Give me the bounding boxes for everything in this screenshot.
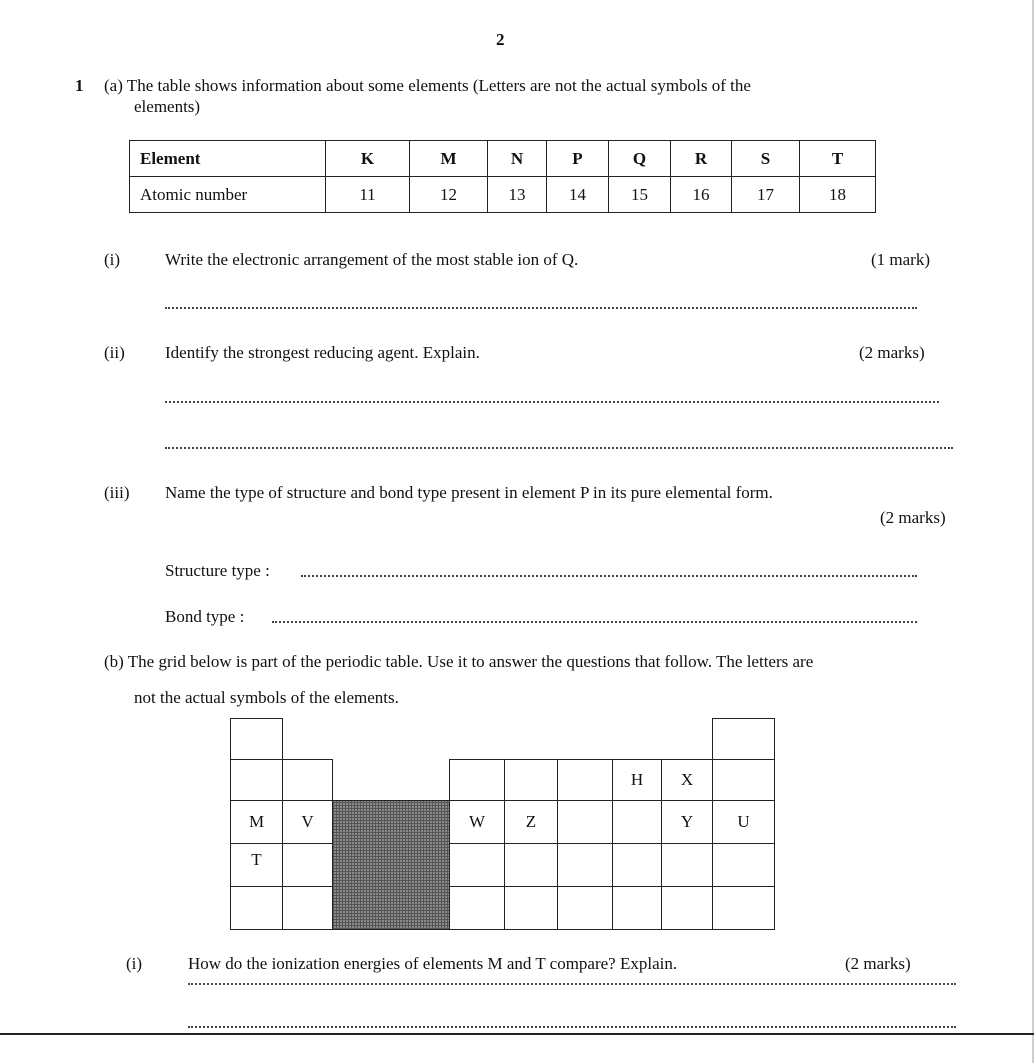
grid-cell-H: H — [612, 759, 662, 801]
q-a-ii-marks: (2 marks) — [859, 343, 925, 362]
table-cell-element: Q — [609, 141, 671, 177]
grid-cell-Z: Z — [504, 800, 558, 844]
grid-cell — [557, 843, 613, 887]
page-number: 2 — [496, 30, 505, 49]
grid-cell — [449, 843, 505, 887]
table-cell-atomic-number: 17 — [732, 177, 800, 213]
part-b-intro-line2: not the actual symbols of the elements. — [134, 688, 399, 707]
grid-cell — [282, 759, 333, 801]
q-a-i-text: Write the electronic arrangement of the most stable ion of Q. — [165, 250, 579, 269]
answer-line[interactable] — [165, 401, 939, 403]
table-row-atomic-numbers — [130, 177, 876, 213]
q-b-i-text: How do the ionization energies of elements M and T compare? Explain. — [188, 954, 678, 973]
q-a-iii-marks: (2 marks) — [880, 508, 946, 527]
grid-cell-W: W — [449, 800, 505, 844]
table-row-label: Element — [130, 141, 326, 177]
table-cell-atomic-number: 12 — [410, 177, 488, 213]
part-b-intro-line1: (b) The grid below is part of the periodic table. Use it to answer the questions that follow. The letters are — [104, 652, 814, 671]
bond-type-answer-line[interactable] — [272, 621, 917, 623]
answer-line[interactable] — [188, 983, 956, 985]
grid-cell — [557, 800, 613, 844]
structure-type-answer-line[interactable] — [301, 575, 917, 577]
grid-cell — [712, 759, 775, 801]
table-cell-atomic-number: 14 — [547, 177, 609, 213]
q-a-ii-text: Identify the strongest reducing agent. Explain. — [165, 343, 480, 362]
q-b-i-marks: (2 marks) — [845, 954, 911, 973]
grid-cell — [230, 886, 283, 930]
q-a-i-number: (i) — [104, 250, 121, 269]
grid-cell — [612, 886, 662, 930]
grid-cell — [712, 843, 775, 887]
grid-cell — [504, 886, 558, 930]
grid-cell — [557, 886, 613, 930]
grid-cell — [282, 886, 333, 930]
grid-cell — [712, 886, 775, 930]
grid-cell — [612, 800, 662, 844]
table-cell-atomic-number: 16 — [671, 177, 732, 213]
table-cell-element: K — [326, 141, 410, 177]
bond-type-label: Bond type : — [165, 607, 245, 626]
answer-line[interactable] — [165, 447, 953, 449]
table-cell-element: T — [800, 141, 876, 177]
question-number: 1 — [75, 76, 84, 95]
grid-cell — [557, 759, 613, 801]
grid-cell — [661, 843, 713, 887]
grid-cell — [449, 759, 505, 801]
page-bottom-edge — [0, 1033, 1034, 1035]
table-cell-element: S — [732, 141, 800, 177]
part-a-intro-line1: (a) The table shows information about some elements (Letters are not the actual symbols of the — [104, 76, 751, 95]
structure-type-label: Structure type : — [165, 561, 270, 580]
grid-cell — [712, 718, 775, 760]
table-cell-element: R — [671, 141, 732, 177]
transition-metals-block — [332, 800, 450, 930]
grid-cell-U: U — [712, 800, 775, 844]
grid-cell — [612, 843, 662, 887]
answer-line[interactable] — [165, 307, 917, 309]
part-a-intro-line2: elements) — [134, 97, 201, 116]
grid-cell — [661, 886, 713, 930]
q-a-iii-number: (iii) — [104, 483, 130, 502]
table-cell-element: N — [488, 141, 547, 177]
q-a-ii-number: (ii) — [104, 343, 125, 362]
table-cell-atomic-number: 15 — [609, 177, 671, 213]
table-cell-atomic-number: 18 — [800, 177, 876, 213]
q-a-iii-text: Name the type of structure and bond type present in element P in its pure elemental form. — [165, 483, 773, 502]
grid-cell-Y: Y — [661, 800, 713, 844]
grid-cell — [230, 718, 283, 760]
grid-cell — [449, 886, 505, 930]
table-cell-element: M — [410, 141, 488, 177]
answer-line[interactable] — [188, 1026, 956, 1028]
grid-cell — [504, 843, 558, 887]
table-cell-element: P — [547, 141, 609, 177]
table-cell-atomic-number: 11 — [326, 177, 410, 213]
grid-cell — [282, 843, 333, 887]
grid-cell-T: T — [230, 843, 283, 887]
table-cell-atomic-number: 13 — [488, 177, 547, 213]
table-row-elements — [130, 141, 876, 177]
q-a-i-marks: (1 mark) — [871, 250, 931, 269]
elements-table — [129, 140, 876, 213]
grid-cell — [230, 759, 283, 801]
grid-cell-X: X — [661, 759, 713, 801]
grid-cell — [504, 759, 558, 801]
q-b-i-number: (i) — [126, 954, 143, 973]
grid-cell-M: M — [230, 800, 283, 844]
table-row-label: Atomic number — [130, 177, 326, 213]
grid-cell-V: V — [282, 800, 333, 844]
